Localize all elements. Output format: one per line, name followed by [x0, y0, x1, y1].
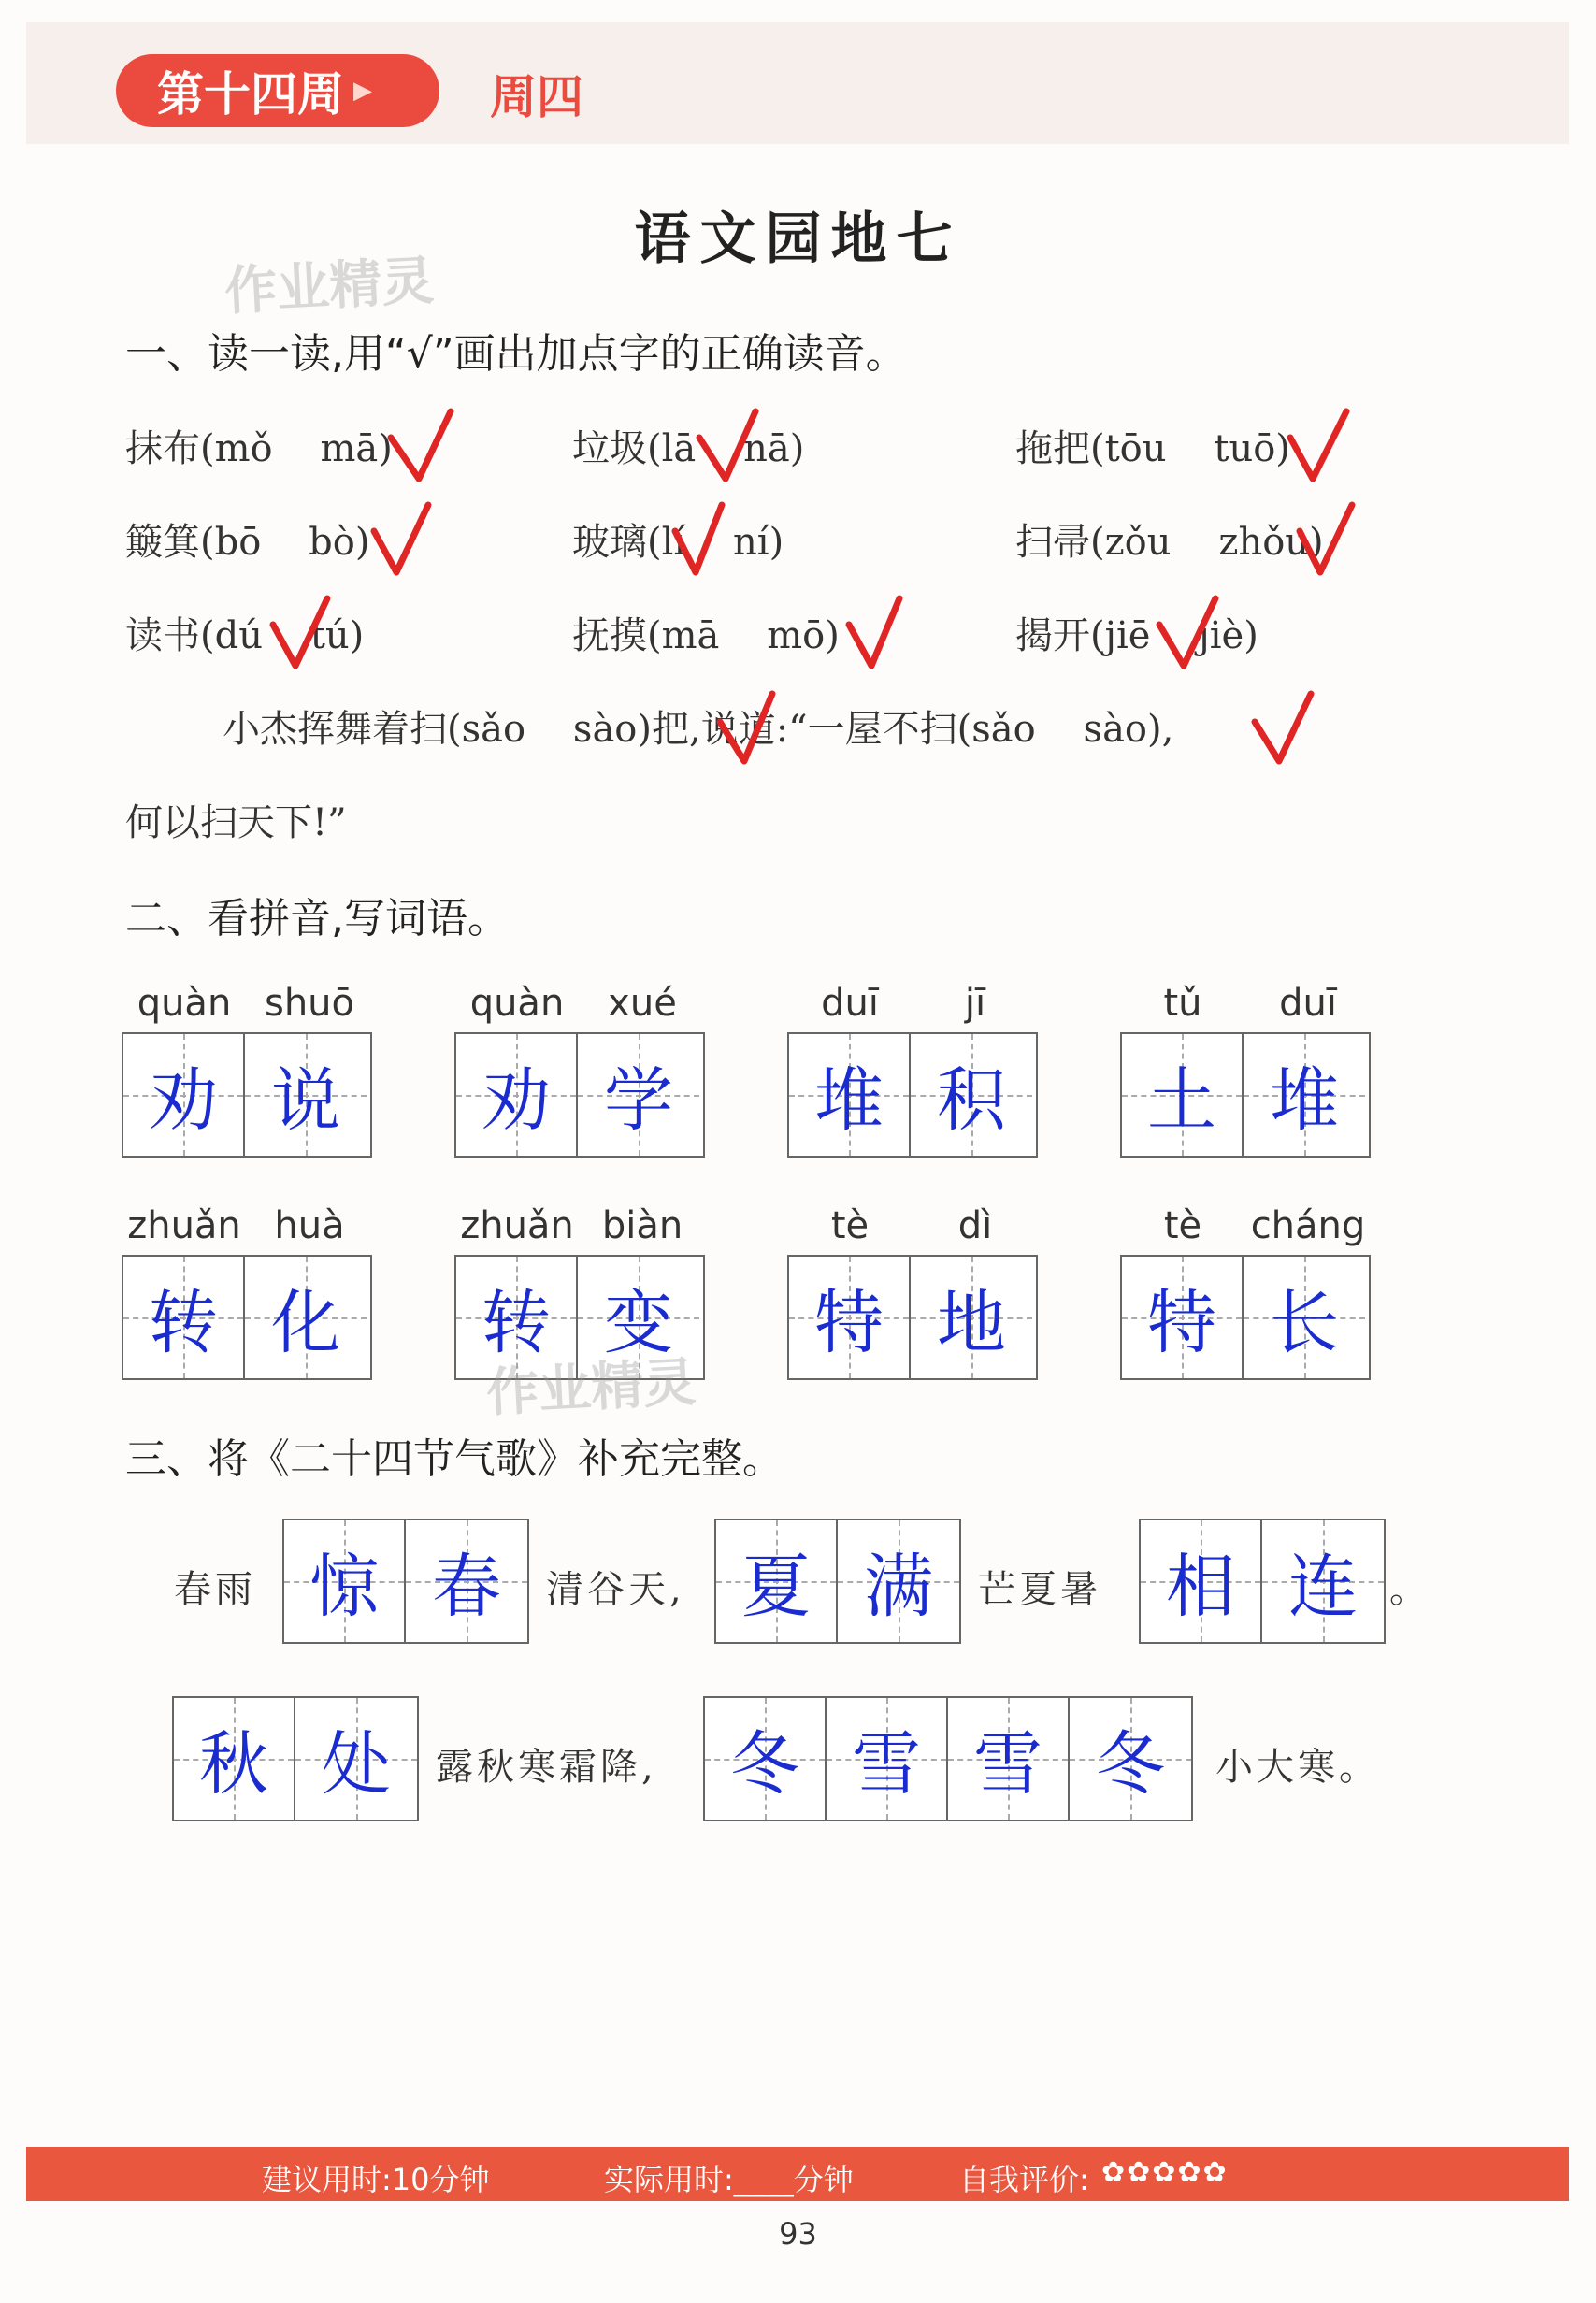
answer-char: 地 — [937, 1283, 1006, 1363]
footer-bar — [26, 2147, 1569, 2201]
watermark: 作业精灵 — [484, 1352, 697, 1424]
pinyin: duī — [1279, 982, 1337, 1025]
reading-item: 抚摸(mā mō) — [572, 614, 840, 657]
poem-text: 露秋寒霜降, — [436, 1746, 657, 1789]
answer-char: 惊 — [309, 1547, 379, 1627]
pinyin-row — [1120, 1204, 1371, 1247]
grid-cell — [1262, 1520, 1384, 1642]
page-title: 语文园地七 — [634, 207, 962, 272]
pinyin: tǔ — [1163, 982, 1202, 1025]
weekday-label: 周四 — [490, 70, 583, 124]
answer-char: 说 — [271, 1060, 340, 1141]
page-number: 93 — [779, 2216, 817, 2252]
check-marks — [0, 0, 1596, 842]
answer-char: 处 — [322, 1724, 391, 1805]
check-mark-icon — [374, 505, 428, 572]
pinyin: dì — [957, 1204, 993, 1247]
word-item — [787, 982, 1038, 1158]
answer-char: 堆 — [814, 1060, 884, 1141]
grid-cell — [911, 1257, 1032, 1378]
writing-grid — [282, 1519, 529, 1644]
check-mark-icon — [1290, 411, 1346, 479]
answer-char: 连 — [1288, 1547, 1358, 1627]
writing-grid — [122, 1255, 372, 1380]
poem-text: 小大寒。 — [1215, 1746, 1380, 1789]
play-arrow-icon: ▶ — [353, 77, 372, 105]
answer-char: 冬 — [730, 1724, 799, 1805]
pinyin-row — [122, 1204, 372, 1247]
pinyin: huà — [274, 1204, 345, 1247]
grid-cell — [1141, 1520, 1262, 1642]
grid-cell — [1244, 1257, 1365, 1378]
answer-char: 学 — [604, 1060, 673, 1141]
grid-cell — [245, 1034, 367, 1156]
writing-grid — [172, 1696, 419, 1821]
reading-item: 抹布(mǒ mā) — [125, 427, 393, 470]
word-item — [122, 1204, 372, 1380]
grid-cell — [174, 1698, 295, 1820]
sentence-line: 何以扫天下!” — [125, 801, 347, 844]
word-item — [454, 982, 705, 1158]
answer-char: 转 — [482, 1283, 551, 1363]
writing-grid — [122, 1032, 372, 1158]
poem-text: 芒夏暑 — [978, 1568, 1101, 1611]
answer-char: 化 — [271, 1283, 340, 1363]
grid-cell — [295, 1698, 417, 1820]
pinyin-row — [787, 1204, 1038, 1247]
pinyin: xué — [608, 982, 677, 1025]
grid-cell — [705, 1698, 827, 1820]
pinyin-row — [787, 982, 1038, 1025]
pinyin: zhuǎn — [460, 1204, 574, 1247]
pinyin: tè — [1163, 1204, 1202, 1247]
rating-stars-icon[interactable]: ✿✿✿✿✿ — [1101, 2156, 1229, 2189]
writing-grid — [787, 1032, 1038, 1158]
self-eval-label: 自我评价: — [959, 2162, 1089, 2197]
check-mark-icon — [849, 598, 899, 666]
word-item — [122, 982, 372, 1158]
reading-item: 揭开(jiē jiè) — [1015, 614, 1258, 657]
grid-cell — [911, 1034, 1032, 1156]
writing-grid — [454, 1032, 705, 1158]
actual-time: 实际用时:____分钟 — [604, 2162, 854, 2197]
grid-cell — [789, 1034, 911, 1156]
reading-item: 垃圾(lā nā) — [572, 427, 805, 470]
writing-grid — [714, 1519, 961, 1644]
watermark: 作业精灵 — [223, 251, 436, 323]
sentence-line: 小杰挥舞着扫(sǎo sào)把,说道:“一屋不扫(sǎo sào), — [223, 708, 1174, 751]
answer-char: 变 — [604, 1283, 673, 1363]
check-mark-icon — [699, 411, 755, 479]
grid-cell — [838, 1520, 959, 1642]
poem-text: 清谷天, — [546, 1568, 685, 1611]
grid-cell — [1122, 1257, 1244, 1378]
check-mark-icon — [720, 694, 772, 761]
answer-char: 夏 — [741, 1547, 811, 1627]
check-mark-icon — [273, 598, 327, 666]
reading-item: 簸箕(bō bò) — [125, 521, 370, 564]
pinyin: duī — [821, 982, 879, 1025]
answer-char: 转 — [149, 1283, 218, 1363]
check-mark-icon — [1255, 694, 1311, 761]
pinyin: quàn — [469, 982, 565, 1025]
pinyin: tè — [830, 1204, 870, 1247]
reading-item: 玻璃(lí ní) — [572, 521, 784, 564]
pinyin: quàn — [137, 982, 232, 1025]
poem-text: 春雨 — [174, 1568, 256, 1611]
answer-char: 特 — [814, 1283, 884, 1363]
writing-grid — [1120, 1032, 1371, 1158]
grid-cell — [1244, 1034, 1365, 1156]
pinyin: jī — [964, 982, 986, 1025]
answer-char: 长 — [1270, 1283, 1339, 1363]
reading-item: 拖把(tōu tuō) — [1015, 427, 1290, 470]
word-item — [787, 1204, 1038, 1380]
suggested-time: 建议用时:10分钟 — [262, 2162, 490, 2197]
word-item — [1120, 1204, 1371, 1380]
answer-char: 满 — [864, 1547, 933, 1627]
writing-grid — [703, 1696, 1193, 1821]
writing-grid — [1120, 1255, 1371, 1380]
word-item — [1120, 982, 1371, 1158]
grid-cell — [789, 1257, 911, 1378]
answer-char: 劝 — [149, 1060, 218, 1141]
check-mark-icon — [675, 505, 722, 572]
pinyin-row — [122, 982, 372, 1025]
pinyin: zhuǎn — [127, 1204, 241, 1247]
answer-char: 冬 — [1096, 1724, 1165, 1805]
pinyin: biàn — [601, 1204, 683, 1247]
answer-char: 雪 — [852, 1724, 921, 1805]
answer-char: 土 — [1147, 1060, 1216, 1141]
pinyin: cháng — [1250, 1204, 1366, 1247]
grid-cell — [123, 1257, 245, 1378]
grid-cell — [284, 1520, 406, 1642]
answer-char: 春 — [432, 1547, 501, 1627]
section2-heading: 二、看拼音,写词语。 — [125, 895, 509, 943]
reading-item: 扫帚(zǒu zhǒu) — [1015, 521, 1324, 564]
reading-item: 读书(dú tú) — [125, 614, 365, 657]
answer-char: 雪 — [973, 1724, 1042, 1805]
answer-char: 劝 — [482, 1060, 551, 1141]
grid-cell — [578, 1034, 699, 1156]
writing-grid — [787, 1255, 1038, 1380]
answer-char: 特 — [1147, 1283, 1216, 1363]
grid-cell — [406, 1520, 527, 1642]
pinyin-row — [454, 1204, 705, 1247]
section3-heading: 三、将《二十四节气歌》补充完整。 — [125, 1435, 784, 1483]
grid-cell — [1070, 1698, 1191, 1820]
check-mark-icon — [1300, 505, 1352, 572]
grid-cell — [123, 1034, 245, 1156]
pinyin: shuō — [264, 982, 354, 1025]
writing-grid — [1139, 1519, 1386, 1644]
grid-cell — [716, 1520, 838, 1642]
answer-char: 积 — [937, 1060, 1006, 1141]
grid-cell — [1122, 1034, 1244, 1156]
grid-cell — [245, 1257, 367, 1378]
section1-heading: 一、读一读,用“√”画出加点字的正确读音。 — [125, 330, 907, 378]
grid-cell — [827, 1698, 948, 1820]
answer-char: 相 — [1166, 1547, 1235, 1627]
answer-char: 秋 — [199, 1724, 268, 1805]
answer-char: 堆 — [1270, 1060, 1339, 1141]
week-label: 第十四周 — [157, 67, 344, 122]
pinyin-row — [1120, 982, 1371, 1025]
grid-cell — [456, 1034, 578, 1156]
check-mark-icon — [1159, 598, 1215, 666]
pinyin-row — [454, 982, 705, 1025]
check-mark-icon — [391, 411, 451, 479]
poem-text: 。 — [1389, 1568, 1431, 1611]
grid-cell — [948, 1698, 1070, 1820]
